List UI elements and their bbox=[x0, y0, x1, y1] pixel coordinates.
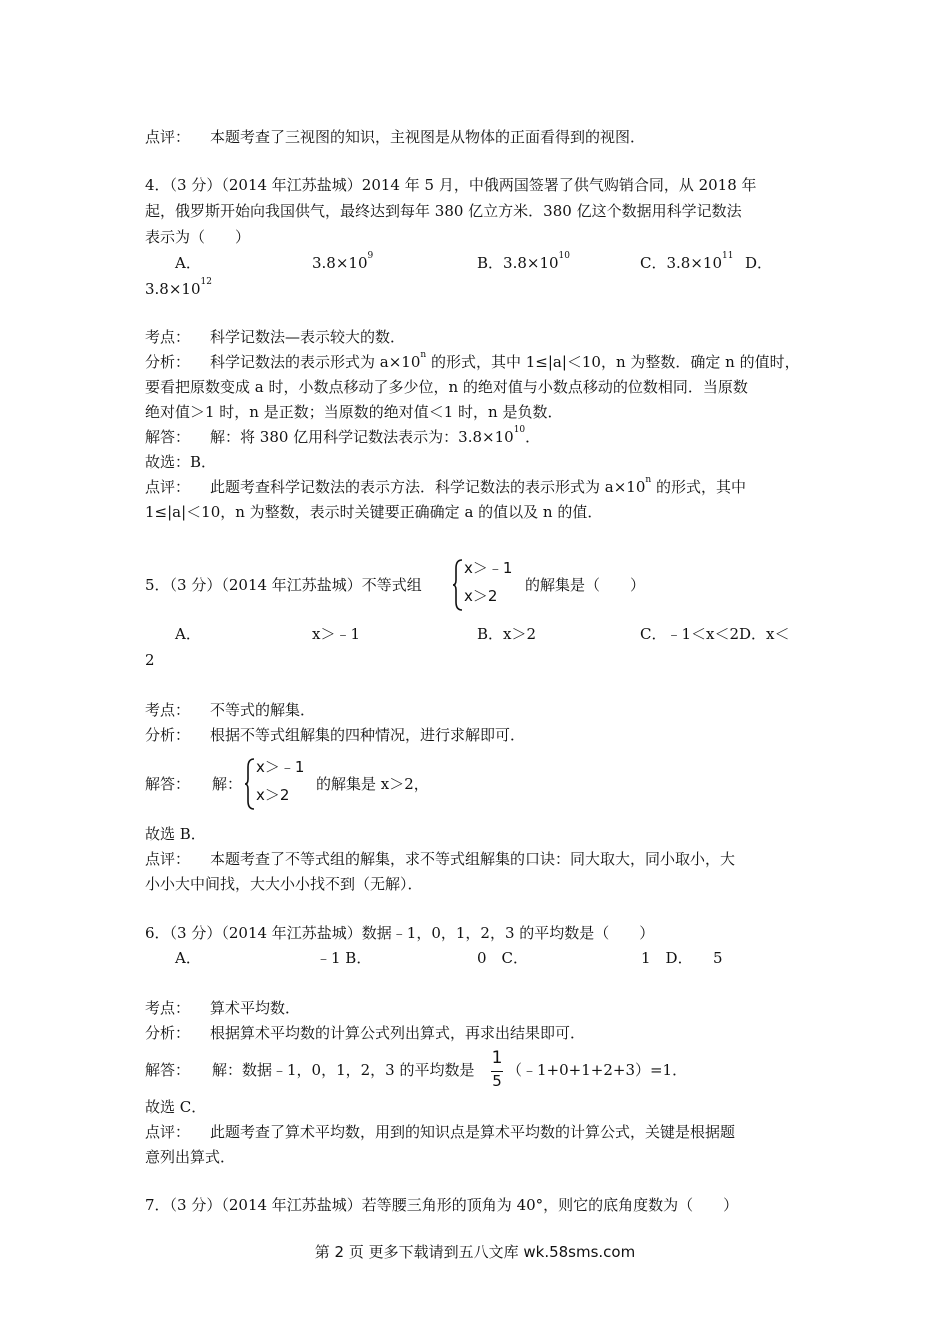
q5-fenxi: 分析： 根据不等式组解集的四种情况，进行求解即可． bbox=[145, 726, 526, 744]
q5-option-b: B．x＞2 bbox=[477, 625, 537, 643]
q5-option-d-wrap: 2 bbox=[145, 651, 155, 669]
q5-stem-b: 的解集是（ ） bbox=[525, 576, 646, 594]
q6-dianping-line2: 意列出算式． bbox=[145, 1148, 236, 1166]
q5-kaodian: 考点： 不等式的解集． bbox=[145, 701, 316, 719]
q6-dianping-line1: 点评： 此题考查了算术平均数，用到的知识点是算术平均数的计算公式，关键是根据题 bbox=[145, 1123, 736, 1141]
q6-option-a-label: A． bbox=[175, 949, 201, 967]
q6-fraction-numerator: 1 bbox=[491, 1048, 503, 1068]
q4-option-c: C．$3.8\times 10^{11}$ bbox=[640, 251, 734, 272]
q4-stem-line1: 4．（3 分）（2014 年江苏盐城）2014 年 5 月，中俄两国签署了供气购销合同，从 2018 年 bbox=[145, 176, 757, 194]
q5-jieda-label: 解答： bbox=[145, 775, 191, 793]
q6-jieda-b: （﹣1+0+1+2+3）=1． bbox=[507, 1061, 688, 1079]
q5-option-c-d: C．﹣1＜x＜2D．x＜ bbox=[640, 625, 790, 643]
q4-stem-line2: 起，俄罗斯开始向我国供气，最终达到每年 380 亿立方米．380 亿这个数据用科学记数法 bbox=[145, 202, 742, 220]
q6-fraction-denominator: 5 bbox=[492, 1072, 502, 1090]
q5-inequality-2: x＞2 bbox=[464, 587, 498, 605]
q6-option-c: 1 D． bbox=[641, 949, 693, 967]
q6-option-b: 0 C． bbox=[477, 949, 529, 967]
q4-option-d-label: D． bbox=[745, 254, 773, 272]
q4-option-d: $3.8\times 10^{12}$ bbox=[145, 277, 212, 298]
q6-jieda-a: 解：数据﹣1，0，1，2，3 的平均数是 bbox=[212, 1061, 475, 1079]
q4-dianping-line2: 1≤|a|＜10，n 为整数，表示时关键要正确确定 a 的值以及 n 的值． bbox=[145, 503, 603, 521]
q4-fenxi-line2: 要看把原数变成 a 时，小数点移动了多少位，n 的绝对值与小数点移动的位数相同．当原数 bbox=[145, 378, 748, 396]
q5-stem-a: 5．（3 分）（2014 年江苏盐城）不等式组 bbox=[145, 576, 422, 594]
q6-jieda-label: 解答： bbox=[145, 1061, 191, 1079]
q5-guxuan: 故选 B． bbox=[145, 825, 206, 843]
q5-jieda-a: 解： bbox=[212, 775, 243, 793]
page-footer: 第 2 页 更多下载请到五八文库 wk.58sms.com bbox=[314, 1243, 636, 1261]
q6-option-a: ﹣1 B． bbox=[316, 949, 372, 967]
q6-kaodian: 考点： 算术平均数． bbox=[145, 999, 301, 1017]
q7-stem: 7．（3 分）（2014 年江苏盐城）若等腰三角形的顶角为 40°，则它的底角度数为（ ） bbox=[145, 1196, 739, 1214]
q4-guxuan: 故选：B． bbox=[145, 453, 217, 471]
q4-kaodian: 考点： 科学记数法—表示较大的数． bbox=[145, 328, 406, 346]
q5-dianping-line2: 小小大中间找，大大小小找不到（无解）． bbox=[145, 875, 423, 893]
q6-fenxi: 分析： 根据算术平均数的计算公式列出算式，再求出结果即可． bbox=[145, 1024, 586, 1042]
q4-option-a: $3.8\times 10^9$ bbox=[312, 251, 374, 272]
q6-fraction bbox=[491, 1050, 503, 1090]
q5-inequality-system bbox=[452, 558, 522, 612]
q6-stem: 6．（3 分）（2014 年江苏盐城）数据﹣1，0，1，2，3 的平均数是（ ） bbox=[145, 924, 655, 942]
left-brace-icon bbox=[244, 757, 256, 811]
q4-fenxi-line1: 分析： 科学记数法的表示形式为 $a\times 10^n$ 的形式，其中 1≤|a|＜10，n 为整数．确定 n 的值时， bbox=[145, 350, 800, 371]
q5-jieda-ineq-1: x＞﹣1 bbox=[256, 758, 305, 776]
q6-option-d: 5 bbox=[713, 949, 723, 967]
q5-dianping-line1: 点评： 本题考查了不等式组的解集，求不等式组解集的口诀：同大取大，同小取小，大 bbox=[145, 850, 736, 868]
q5-inequality-1: x＞﹣1 bbox=[464, 559, 513, 577]
q4-jieda: 解答： 解：将 380 亿用科学记数法表示为：$3.8\times 10^{10}$． bbox=[145, 425, 541, 446]
q4-option-a-label: A． bbox=[175, 254, 201, 272]
q4-stem-line3: 表示为（ ） bbox=[145, 228, 251, 246]
q5-option-a: x＞﹣1 bbox=[312, 625, 361, 643]
q6-guxuan: 故选 C． bbox=[145, 1098, 207, 1116]
prev-dianping: 点评： 本题考查了三视图的知识，主视图是从物体的正面看得到的视图． bbox=[145, 128, 646, 146]
q4-dianping-line1: 点评： 此题考查科学记数法的表示方法．科学记数法的表示形式为 $a\times 10^n$ 的形式，其中 bbox=[145, 475, 746, 496]
q5-jieda-system bbox=[244, 757, 314, 811]
q5-jieda-ineq-2: x＞2 bbox=[256, 786, 290, 804]
left-brace-icon bbox=[452, 558, 464, 612]
q5-jieda-b: 的解集是 x＞2， bbox=[316, 775, 429, 793]
q5-option-a-label: A． bbox=[175, 625, 201, 643]
q4-fenxi-line3: 绝对值＞1 时，n 是正数；当原数的绝对值＜1 时，n 是负数． bbox=[145, 403, 563, 421]
q4-option-b: B．$3.8\times 10^{10}$ bbox=[477, 251, 570, 272]
